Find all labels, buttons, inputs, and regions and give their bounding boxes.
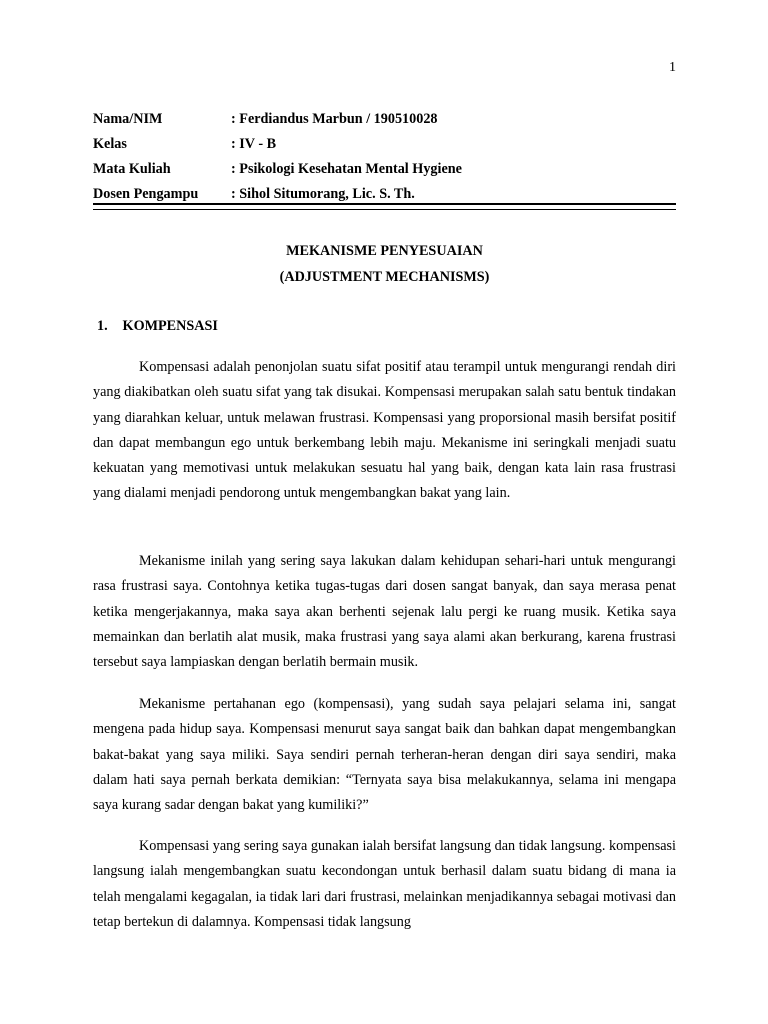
header-label: Nama/NIM bbox=[93, 111, 163, 127]
header-value: : Psikologi Kesehatan Mental Hygiene bbox=[231, 161, 462, 177]
student-info-header bbox=[93, 107, 676, 207]
header-row-class bbox=[93, 132, 676, 157]
paragraph-3: Mekanisme pertahanan ego (kompensasi), yang sudah saya pelajari selama ini, sangat mengena pada hidup saya. Kompensasi menurut saya sangat baik dan bahkan dapat mengembangkan bakat-bakat yang saya miliki. Saya sendiri pernah terheran-heran dengan diri saya sendiri, maka dalam hati saya pernah berkata demikian: “Ternyata saya bisa melakukannya, selama ini mengapa saya kurang sadar dengan bakat yang kumiliki?” bbox=[93, 696, 676, 814]
header-label: Dosen Pengampu bbox=[93, 186, 199, 202]
section-title: KOMPENSASI bbox=[122, 318, 218, 334]
header-label: Kelas bbox=[93, 136, 127, 152]
paragraph-1: Kompensasi adalah penonjolan suatu sifat positif atau terampil untuk mengurangi rendah diri yang diakibatkan oleh suatu sifat yang tak disukai. Kompensasi merupakan salah satu bentuk tindakan yang diarahkan keluar, untuk melawan frustrasi. Kompensasi yang proporsional masih bersifat positif dan dapat membangun ego untuk berkembang lebih maju. Mekanisme ini seringkali menjadi suatu kekuatan yang memotivasi untuk melakukan sesuatu hal yang baik, dengan kata lain rasa frustrasi yang dialami menjadi pendorong untuk mengembangkan bakat yang lain. bbox=[93, 359, 676, 502]
paragraph-4: Kompensasi yang sering saya gunakan ialah bersifat langsung dan tidak langsung. kompensasi langsung ialah mengembangkan suatu kecondongan untuk berhasil dalam suatu bidang di mana ia telah mengalami kegagalan, ia tidak lari dari frustrasi, melainkan menjadikannya sebagai motivasi dan tetap bertekun di dalamnya. Kompensasi tidak langsung bbox=[93, 838, 676, 930]
document-title bbox=[93, 238, 676, 290]
section-number: 1. bbox=[97, 318, 108, 334]
section-heading bbox=[97, 313, 218, 339]
paragraph-2: Mekanisme inilah yang sering saya lakukan dalam kehidupan sehari-hari untuk mengurangi rasa frustrasi saya. Contohnya ketika tugas-tugas dari dosen sangat banyak, dan saya merasa penat ketika mengerjakannya, maka saya akan berhenti sejenak lalu pergi ke ruang musik. Ketika saya memainkan dan berlatih alat musik, maka frustrasi yang saya alami akan berkurang, karena frustrasi tersebut saya lampiaskan dengan berlatih bermain musik. bbox=[93, 553, 676, 671]
header-row-name bbox=[93, 107, 676, 132]
header-value: : Ferdiandus Marbun / 190510028 bbox=[231, 111, 438, 127]
page-number: 1 bbox=[669, 60, 676, 75]
header-row-course bbox=[93, 157, 676, 182]
title-line-2: (ADJUSTMENT MECHANISMS) bbox=[279, 269, 490, 285]
header-divider bbox=[93, 203, 676, 210]
header-value: : IV - B bbox=[231, 136, 277, 152]
title-line-1: MEKANISME PENYESUAIAN bbox=[286, 243, 483, 259]
header-value: : Sihol Situmorang, Lic. S. Th. bbox=[231, 186, 415, 202]
header-label: Mata Kuliah bbox=[93, 161, 171, 177]
